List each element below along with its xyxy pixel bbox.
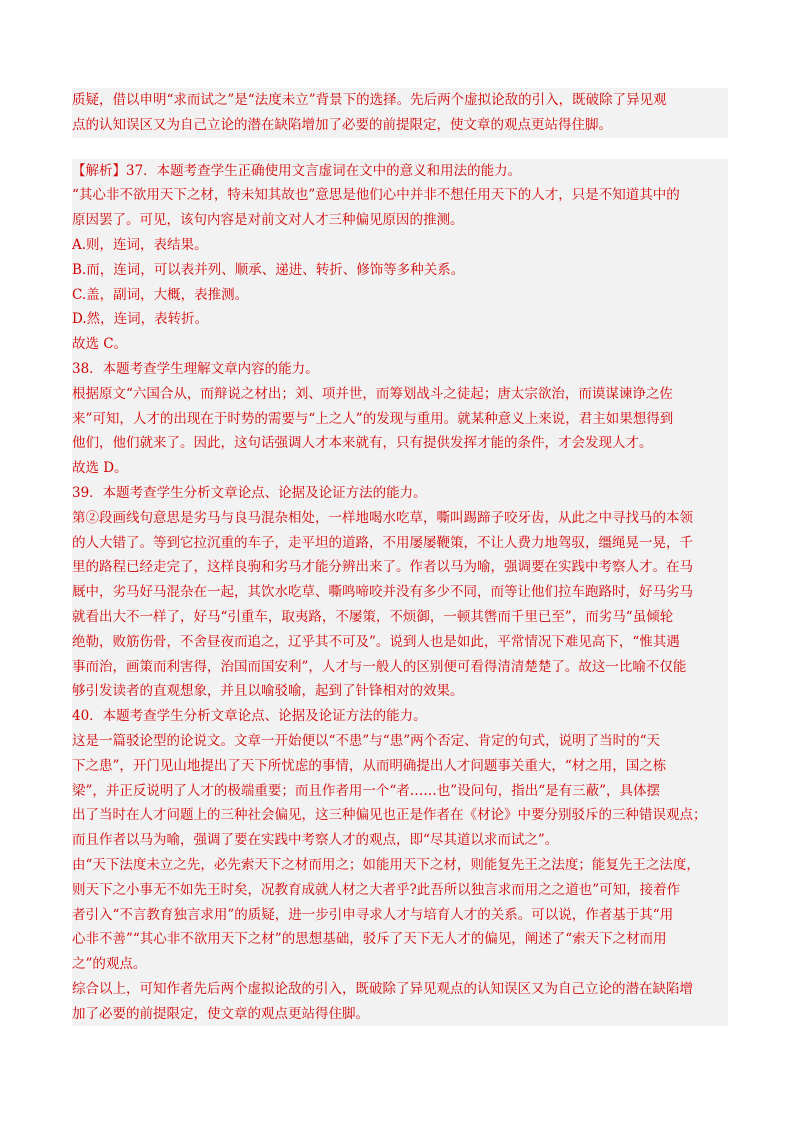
text-line: 加了必要的前提限定，使文章的观点更站得住脚。 — [72, 1005, 369, 1022]
text-line: 质疑，借以申明“求而试之”是“法度未立”背景下的选择。先后两个虚拟论敌的引入，既破除了异见观 — [72, 92, 667, 108]
text-line: “其心非不欲用天下之材，特未知其故也”意思是他们心中并非不想任用天下的人才，只是不知道其中的 — [72, 187, 680, 204]
text-line: 事而治，画策而利害得，治国而国安利”，人才与一般人的区别便可看得清清楚楚了。故这一比喻不仅能 — [72, 658, 687, 675]
text-line: 心非不善”“其心非不欲用天下之材”的思想基础，驳斥了天下无人才的偏见，阐述了“索天下之材而用 — [72, 931, 667, 948]
text-line: 这是一篇驳论型的论说文。文章一开始便以“不患”与“患”两个否定、肯定的句式，说明了当时的“天 — [72, 732, 661, 749]
answer-line: 故选 C。 — [72, 336, 128, 353]
q37-heading — [72, 159, 728, 184]
option-d: D.然，连词，表转折。 — [72, 311, 209, 328]
text-line: 够引发读者的直观想象，并且以喻驳喻，起到了针锋相对的效果。 — [72, 683, 464, 700]
text-line: 出了当时在人才问题上的三种社会偏见，这三种偏见也正是作者在《材论》中要分别驳斥的三种错误观点； — [72, 807, 707, 824]
document-page — [72, 88, 728, 1026]
q40-heading: 40．本题考查学生分析文章论点、论据及论证方法的能力。 — [72, 708, 427, 725]
text-line: 根据原文“六国合从，而辩说之材出；刘、项并世，而筹划战斗之徒起；唐太宗欲治，而谟谋谏诤之佐 — [72, 385, 673, 402]
text-line: 下之患”，开门见山地提出了天下所忧虑的事情，从而明确提出人才问题事关重大，“材之用，国之栋 — [72, 757, 667, 774]
text-line: 第②段画线句意思是劣马与良马混杂相处，一样地喝水吃草，嘶叫踢蹄子咬牙齿，从此之中寻找马的本领 — [72, 509, 693, 526]
text-line: 则天下之小事无不如先王时矣，况教育成就人材之大者乎?此吾所以独言求而用之之道也”可知，接着作 — [72, 881, 681, 898]
q38-heading: 38．本题考查学生理解文章内容的能力。 — [72, 360, 319, 377]
text-line: 的人大错了。等到它拉沉重的车子，走平坦的道路，不用屡屡鞭策，不让人费力地驾驭，缰绳晃一晃，千 — [72, 534, 693, 551]
text-line: 之”的观点。 — [72, 956, 147, 973]
text-line: 综合以上，可知作者先后两个虚拟论敌的引入，既破除了异见观点的认知误区又为自己立论的潜在缺陷增 — [72, 980, 693, 997]
q39-heading: 39．本题考查学生分析文章论点、论据及论证方法的能力。 — [72, 484, 427, 501]
text-line: 者引入“不言教育独言求用”的质疑，进一步引申寻求人才与培育人才的关系。可以说，作者基于其“用 — [72, 906, 674, 923]
text-line: 厩中，劣马好马混杂在一起，其饮水吃草、嘶鸣啼咬并没有多少不同，而等让他们拉车跑路时，好马劣马 — [72, 584, 693, 601]
text-line: 而且作者以马为喻，强调了要在实践中考察人才的观点，即“尽其道以求而试之”。 — [72, 832, 559, 849]
text-line: 就看出大不一样了，好马“引重车，取夷路，不屡策，不烦御，一顿其辔而千里已至”，而劣马“虽倾轮 — [72, 608, 674, 625]
text-line: 绝勒，败筋伤骨，不舍昼夜而追之，辽乎其不可及”。说到人也是如此，平常情况下难见高下，“惟其遇 — [72, 633, 680, 650]
intro-paragraph — [72, 88, 728, 138]
option-b: B.而，连词，可以表并列、顺承、递进、转折、修饰等多种关系。 — [72, 261, 465, 278]
option-c: C.盖，副词，大概，表推测。 — [72, 286, 249, 303]
answer-line: 故选 D。 — [72, 460, 128, 477]
text-line: 原因罢了。可见，该句内容是对前文对人才三种偏见原因的推测。 — [72, 212, 464, 229]
text-line: 由“天下法度未立之先，必先索天下之材而用之；如能用天下之材，则能复先王之法度；能复先王之法度， — [72, 856, 700, 873]
analysis-tag: 【解析】 — [72, 162, 126, 179]
text-line: 里的路程已经走完了，这样良驹和劣马才能分辨出来了。作者以马为喻，强调要在实践中考察人才。在马 — [72, 559, 693, 576]
q37-heading-text: 37．本题考查学生正确使用文言虚词在文中的意义和用法的能力。 — [126, 162, 522, 179]
spacer — [72, 138, 728, 159]
analysis-section — [72, 159, 728, 1027]
text-line: 点的认知误区又为自己立论的潜在缺陷增加了必要的前提限定，使文章的观点更站得住脚。 — [72, 116, 612, 133]
text-line: 他们，他们就来了。因此，这句话强调人才本来就有，只有提供发挥才能的条件，才会发现人才。 — [72, 435, 653, 452]
text-line: 梁”，并正反说明了人才的极端重要；而且作者用一个“者……也”设问句，指出“是有三蔽”，具体摆 — [72, 782, 661, 799]
text-line: 来”可知，人才的出现在于时势的需要与“上之人”的发现与重用。就某种意义上来说，君主如果想得到 — [72, 410, 674, 427]
option-a: A.则，连词，表结果。 — [72, 236, 208, 253]
